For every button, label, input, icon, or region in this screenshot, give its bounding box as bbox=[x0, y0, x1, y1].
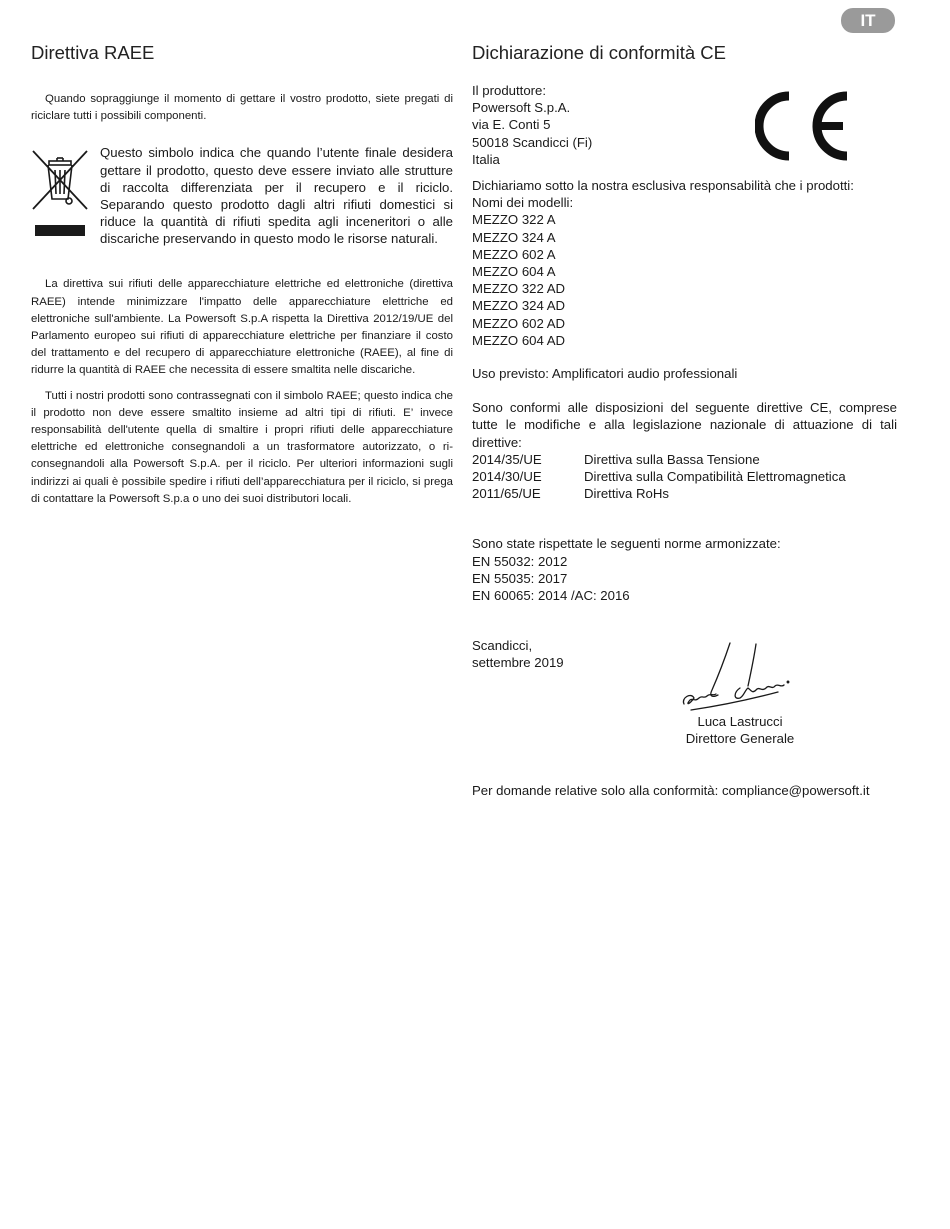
model-item: MEZZO 602 A bbox=[472, 246, 556, 262]
signer-role: Direttore Generale bbox=[685, 731, 795, 747]
weee-title: Direttiva RAEE bbox=[31, 42, 155, 63]
directive-row bbox=[472, 451, 897, 468]
crossed-bin-icon bbox=[31, 147, 89, 239]
intended-use: Uso previsto: Amplificatori audio professionali bbox=[472, 366, 738, 382]
weee-intro: Quando sopraggiunge il momento di gettare il vostro prodotto, siete pregati di riciclare tutti i possibili componenti. bbox=[31, 93, 453, 123]
model-item: MEZZO 604 A bbox=[472, 264, 556, 280]
directive-name: Direttiva sulla Compatibilità Elettromagnetica bbox=[584, 469, 846, 485]
models-block bbox=[472, 177, 897, 349]
standard-item: EN 60065: 2014 /AC: 2016 bbox=[472, 588, 630, 604]
directive-name: Direttiva RoHs bbox=[584, 486, 670, 502]
country: Italia bbox=[472, 151, 500, 167]
handwritten-signature bbox=[678, 640, 800, 716]
weee-directive-text: La direttiva sui rifiuti delle apparecchiature elettriche ed elettroniche (direttiva RAEE) intende minimizzare l'impatto delle apparecchiature elettriche ed elettroniche sull'ambiente. La Powersoft S.p.A rispetta la Direttiva 2012/19/UE del Parlamento europeo sui rifiuti di apparecchiature elettriche per finanziare il costo del trattamento e del recupero di apparecchiature elettroniche (RAEE), al fine di ridurre la quantità di RAEE che necessita di essere smaltita nelle discariche. bbox=[31, 278, 453, 377]
model-item: MEZZO 322 AD bbox=[472, 281, 566, 297]
conformity-text: Sono conformi alle disposizioni del seguente direttive CE, comprese tutte le modifiche e alla legislazione nazionale di attuazione di tali direttive: bbox=[472, 400, 897, 450]
place: Scandicci, bbox=[472, 638, 533, 654]
signer-block bbox=[668, 713, 812, 747]
weee-section bbox=[31, 42, 453, 508]
model-item: MEZZO 604 AD bbox=[472, 332, 566, 348]
ce-mark-logo bbox=[755, 90, 853, 162]
model-item: MEZZO 324 A bbox=[472, 229, 556, 245]
street-address: via E. Conti 5 bbox=[472, 117, 551, 133]
ce-title: Dichiarazione di conformità CE bbox=[472, 42, 726, 63]
directive-code: 2014/35/UE bbox=[472, 451, 542, 467]
model-item: MEZZO 602 AD bbox=[472, 315, 566, 331]
company-name: Powersoft S.p.A. bbox=[472, 100, 571, 116]
standard-item: EN 55032: 2012 bbox=[472, 553, 568, 569]
weee-symbol-description: Questo simbolo indica che quando l’utente finale desidera gettare il prodotto, questo deve essere inviato alle strutture di raccolta differenziata per il recupero e il riciclo. Separando questo prodotto dagli altri rifiuti domestici si riduce la quantità di rifiuti spedita agli inceneritori o alle discariche preservando in questo modo le risorse naturali. bbox=[100, 145, 453, 247]
weee-symbol-block bbox=[31, 147, 453, 267]
directive-name: Direttiva sulla Bassa Tensione bbox=[584, 451, 760, 467]
weee-products-text: Tutti i nostri prodotti sono contrassegnati con il simbolo RAEE; questo indica che il prodotto non deve essere smaltito insieme ad altri tipi di rifiuti. E’ invece responsabilità dell'utente quella di smaltire i propri rifiuti delle apparecchiature elettriche ed elettroniche consegnandoli a un trasformatore autorizzato, o ri-consegnandoli alla Powersoft S.p.A. per il riciclo. Per ulteriori informazioni sugli indirizzi ai quali è possibile spedire i rifiuti dell’apparecchiatura per il riciclo, si prega di contattare la Powersoft S.p.a o uno dei suoi distributori locali. bbox=[31, 389, 453, 505]
model-item: MEZZO 324 AD bbox=[472, 298, 566, 314]
standards-block bbox=[472, 535, 897, 604]
directive-row bbox=[472, 485, 897, 502]
language-badge: IT bbox=[841, 8, 895, 33]
city-address: 50018 Scandicci (Fi) bbox=[472, 134, 593, 150]
directive-code: 2014/30/UE bbox=[472, 469, 542, 485]
signer-name: Luca Lastrucci bbox=[697, 714, 783, 729]
standards-label: Sono state rispettate le seguenti norme armonizzate: bbox=[472, 536, 781, 552]
declaration-text: Dichiariamo sotto la nostra esclusiva responsabilità che i prodotti: bbox=[472, 178, 854, 194]
date: settembre 2019 bbox=[472, 655, 564, 671]
standard-item: EN 55035: 2017 bbox=[472, 570, 568, 586]
directive-code: 2011/65/UE bbox=[472, 486, 541, 502]
model-item: MEZZO 322 A bbox=[472, 212, 556, 228]
ce-declaration-section bbox=[472, 42, 897, 798]
compliance-contact: Per domande relative solo alla conformità: compliance@powersoft.it bbox=[472, 783, 870, 798]
directives-list bbox=[472, 451, 897, 503]
models-label: Nomi dei modelli: bbox=[472, 195, 574, 211]
producer-label: Il produttore: bbox=[472, 83, 547, 98]
directive-row bbox=[472, 468, 897, 485]
